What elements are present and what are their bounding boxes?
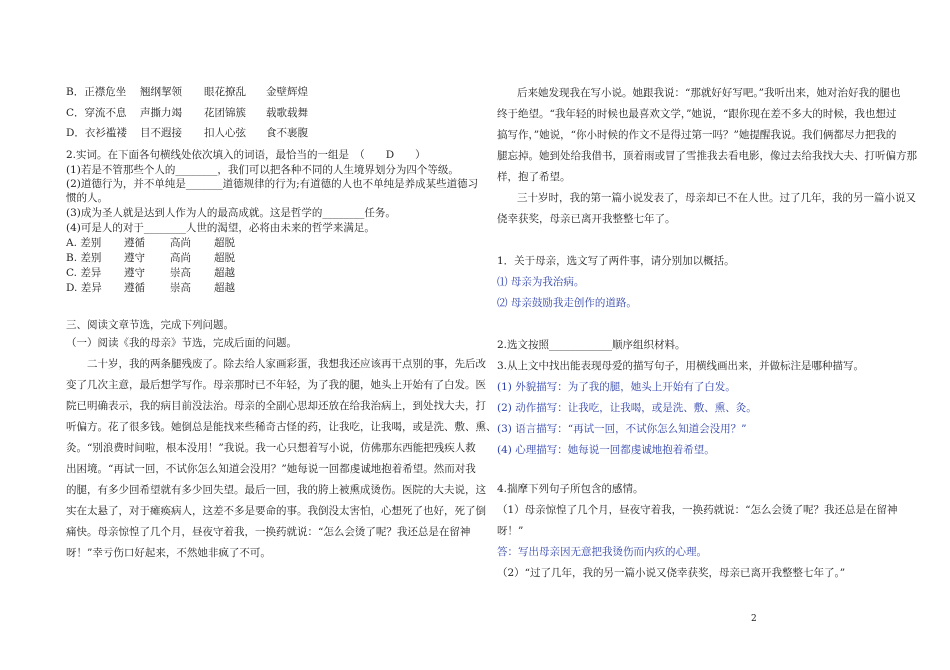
- q2-sentence-1: (1)若是不管那些个人的________，我们可以把各种不同的人生境界划分为四个等级。: [66, 164, 459, 176]
- option-label: C. 差异: [66, 267, 102, 279]
- option-word: 遵循: [124, 237, 145, 249]
- q2-sentence-2-cont: 惯的人。: [66, 192, 108, 204]
- passage-line: 腿忘掉。她到处给我借书，顶着雨或冒了雪推我去看电影，像过去给我找大夫、打听偏方那: [497, 150, 917, 162]
- option-word: 遵循: [124, 282, 145, 294]
- option-word: 遵守: [124, 267, 145, 279]
- answer-3-4: (4) 心理描写：她每说一回都虔诚地抱着希望。: [497, 444, 715, 456]
- option-word: 崇高: [170, 267, 191, 279]
- option-label: B．正襟危坐: [66, 86, 127, 98]
- passage-line: 变了几次主意，最后想学写作。母亲那时已不年轻，为了我的腿，她头上开始有了白发。医: [66, 379, 486, 391]
- answer-3-3: (3) 语言描写：“再试一回，不试你怎么知道会没用？”: [497, 423, 747, 435]
- passage-line: 二十岁，我的两条腿残废了。除去给人家画彩蛋，我想我还应该再干点别的事，先后改: [87, 358, 486, 370]
- passage-line: 灸。“别浪费时间啦，根本没用！”我说。我一心只想着写小说，仿佛那东西能把残疾人救: [66, 442, 476, 454]
- option-word: 超越: [214, 267, 235, 279]
- option-word: 高尚: [170, 252, 191, 264]
- passage-line: 的腿，有多少回希望就有多少回失望。最后一回，我的胯上被熏成烫伤。医院的大夫说，这: [66, 484, 486, 496]
- q2-option-c: [66, 266, 235, 280]
- option-word: 超越: [214, 282, 235, 294]
- option-label: D．衣衫褴褛: [66, 127, 127, 139]
- option-word: 载歌载舞: [266, 107, 308, 119]
- passage-line: 搞写作，”她说，“你小时候的作文不是得过第一吗？”她提醒我说。我们俩都尽力把我的: [497, 129, 897, 141]
- option-label: B. 差别: [66, 252, 102, 264]
- question-4-2: （2）“过了几年，我的另一篇小说又侥幸获奖，母亲已离开我整整七年了。”: [497, 567, 846, 579]
- option-word: 超脱: [214, 252, 235, 264]
- passage-line: 院已明确表示，我的病目前没法治。母亲的全副心思却还放在给我治病上，到处找大夫，打: [66, 400, 486, 412]
- section-3-heading: 三、阅读文章节选，完成下列问题。: [66, 319, 234, 331]
- option-word: 高尚: [170, 237, 191, 249]
- answer-4-1: 答：写出母亲因无意把我烫伤而内疚的心理。: [497, 546, 707, 558]
- subsection-1-heading: （一）阅读《我的母亲》节选，完成后面的问题。: [66, 337, 297, 349]
- option-word: 眼花撩乱: [204, 86, 246, 98]
- answer-3-2: (2) 动作描写：让我吃，让我喝，或是洗、敷、熏、灸。: [497, 402, 757, 414]
- passage-line: 后来她发现我在写小说。她跟我说：“那就好好写吧。”我听出来，她对治好我的腿也: [517, 87, 901, 99]
- option-label: D. 差异: [66, 282, 102, 294]
- answer-1-1: ⑴ 母亲为我治病。: [497, 276, 585, 288]
- question-4: 4.揣摩下列句子所包含的感情。: [497, 483, 644, 495]
- q2-sentence-4: (4)可是人的对于________人世的渴望，必将由未来的哲学来满足。: [66, 222, 375, 234]
- option-word: 翘纲挈领: [140, 86, 182, 98]
- passage-line: 实在太悬了，对于瘫痪病人，这差不多是要命的事。我倒没太害怕，心想死了也好，死了倒: [66, 505, 486, 517]
- q2-sentence-2: (2)道德行为，并不单纯是_______道德规律的行为;有道德的人也不单纯是养成某些道德习: [66, 178, 479, 190]
- option-label: C．穿流不息: [66, 107, 127, 119]
- passage-line: 终于绝望。“我年轻的时候也最喜欢文学，”她说，“跟你现在差不多大的时候，我也想过: [497, 108, 897, 120]
- q2-option-d: [66, 281, 235, 295]
- option-word: 食不裹腹: [266, 127, 308, 139]
- option-word: 崇高: [170, 282, 191, 294]
- passage-line: 样，抱了希望。: [497, 171, 571, 183]
- question-4-1-cont: 呀！”: [497, 525, 524, 537]
- q1-option-c: [66, 106, 308, 120]
- question-1: 1．关于母亲，选文写了两件事，请分别加以概括。: [497, 255, 735, 267]
- passage-line: 呀！”幸亏伤口好起来，不然她非疯了不可。: [66, 547, 271, 559]
- option-word: 声撕力竭: [140, 107, 182, 119]
- option-word: 金壁辉煌: [266, 86, 308, 98]
- option-word: 遵守: [124, 252, 145, 264]
- q2-option-a: [66, 236, 235, 250]
- answer-1-2: ⑵ 母亲鼓励我走创作的道路。: [497, 297, 637, 309]
- page-number: 2: [751, 614, 757, 624]
- option-label: A. 差别: [66, 237, 102, 249]
- q2-sentence-3: (3)成为圣人就是达到人作为人的最高成就。这是哲学的________任务。: [66, 207, 396, 219]
- option-word: 花团锦簇: [204, 107, 246, 119]
- option-word: 超脱: [214, 237, 235, 249]
- q2-option-b: [66, 251, 235, 265]
- passage-line: 痛快。母亲惊惶了几个月，昼夜守着我，一换药就说：“怎么会烫了呢？我还总是在留神: [66, 526, 471, 538]
- option-word: 扣人心弦: [204, 127, 246, 139]
- q1-option-d: [66, 126, 308, 140]
- q1-option-b: [66, 85, 308, 99]
- answer-3-1: (1) 外貌描写：为了我的腿，她头上开始有了白发。: [497, 381, 736, 393]
- passage-line: 侥幸获奖，母亲已离开我整整七年了。: [497, 213, 676, 225]
- question-3: 3.从上文中找出能表现母爱的描写句子，用横线画出来，并做标注是哪种描写。: [497, 360, 865, 372]
- q2-title: 2.实词。在下面各句横线处依次填入的词语，最恰当的一组是 （ D ）: [66, 149, 426, 161]
- passage-line: 出困境。“再试一回，不试你怎么知道会没用？”她每说一回都虔诚地抱着希望。然而对我: [66, 463, 476, 475]
- option-word: 目不遐接: [140, 127, 182, 139]
- question-2: 2.选文按照____________顺序组织材料。: [497, 339, 686, 351]
- passage-line: 听偏方。花了很多钱。她倒总是能找来些稀奇古怪的药，让我吃，让我喝，或是洗、敷、熏、: [66, 421, 497, 433]
- passage-line: 三十岁时，我的第一篇小说发表了，母亲却已不在人世。过了几年，我的另一篇小说又: [517, 192, 916, 204]
- question-4-1: （1）母亲惊惶了几个月，昼夜守着我，一换药就说：“怎么会烫了呢？我还总是在留神: [497, 504, 898, 516]
